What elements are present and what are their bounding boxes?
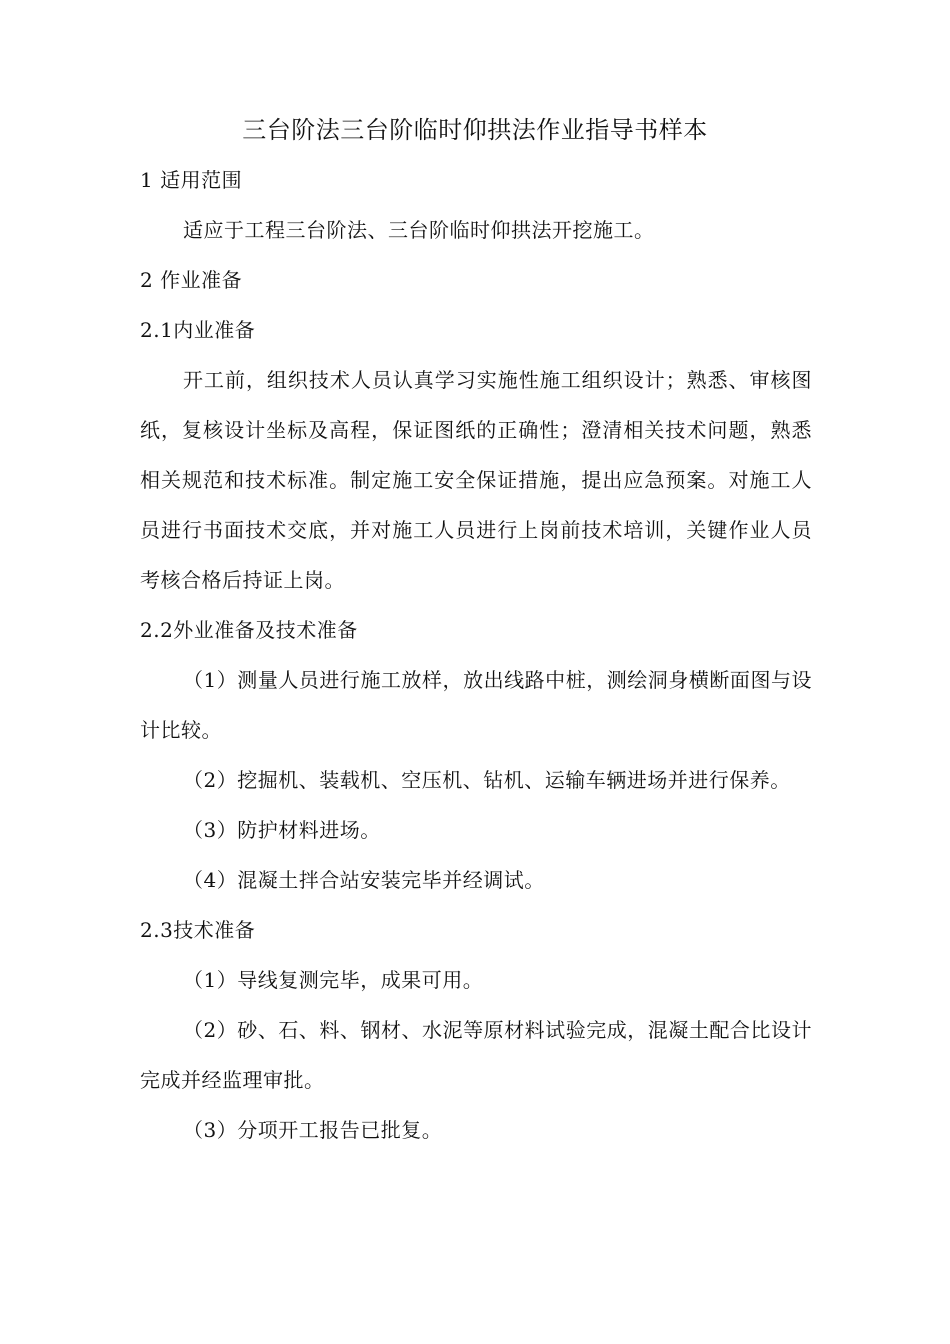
section-2-3-item-3: （3）分项开工报告已批复。: [183, 1118, 443, 1142]
section-2-2-item-3: （3）防护材料进场。: [183, 818, 381, 842]
section-2-2-item-1: （1）测量人员进行施工放样，放出线路中桩，测绘洞身横断面图与设计比较。: [140, 668, 812, 742]
document-title: 三台阶法三台阶临时仰拱法作业指导书样本: [242, 116, 708, 144]
section-2-1-heading: 2.1内业准备: [140, 318, 256, 342]
section-2-1-paragraph: 开工前，组织技术人员认真学习实施性施工组织设计；熟悉、审核图纸，复核设计坐标及高程，保证图纸的正确性；澄清相关技术问题，熟悉相关规范和技术标准。制定施工安全保证措施，提出应急预案。对施工人员进行书面技术交底，并对施工人员进行上岗前技术培训，关键作业人员考核合格后持证上岗。: [140, 368, 812, 592]
document-body: [140, 155, 812, 1155]
section-2-2-heading: 2.2外业准备及技术准备: [140, 618, 358, 642]
section-1-text: 适应于工程三台阶法、三台阶临时仰拱法开挖施工。: [183, 218, 655, 242]
section-2-3-heading: 2.3技术准备: [140, 918, 256, 942]
section-2-2-item-2: （2）挖掘机、装载机、空压机、钻机、运输车辆进场并进行保养。: [183, 768, 791, 792]
section-2-3-item-1: （1）导线复测完毕，成果可用。: [183, 968, 484, 992]
section-1-heading: 1 适用范围: [140, 168, 243, 192]
section-2-heading: 2 作业准备: [140, 268, 243, 292]
section-2-2-item-4: （4）混凝土拌合站安装完毕并经调试。: [183, 868, 545, 892]
section-2-3-item-2: （2）砂、石、料、钢材、水泥等原材料试验完成，混凝土配合比设计完成并经监理审批。: [140, 1018, 812, 1092]
